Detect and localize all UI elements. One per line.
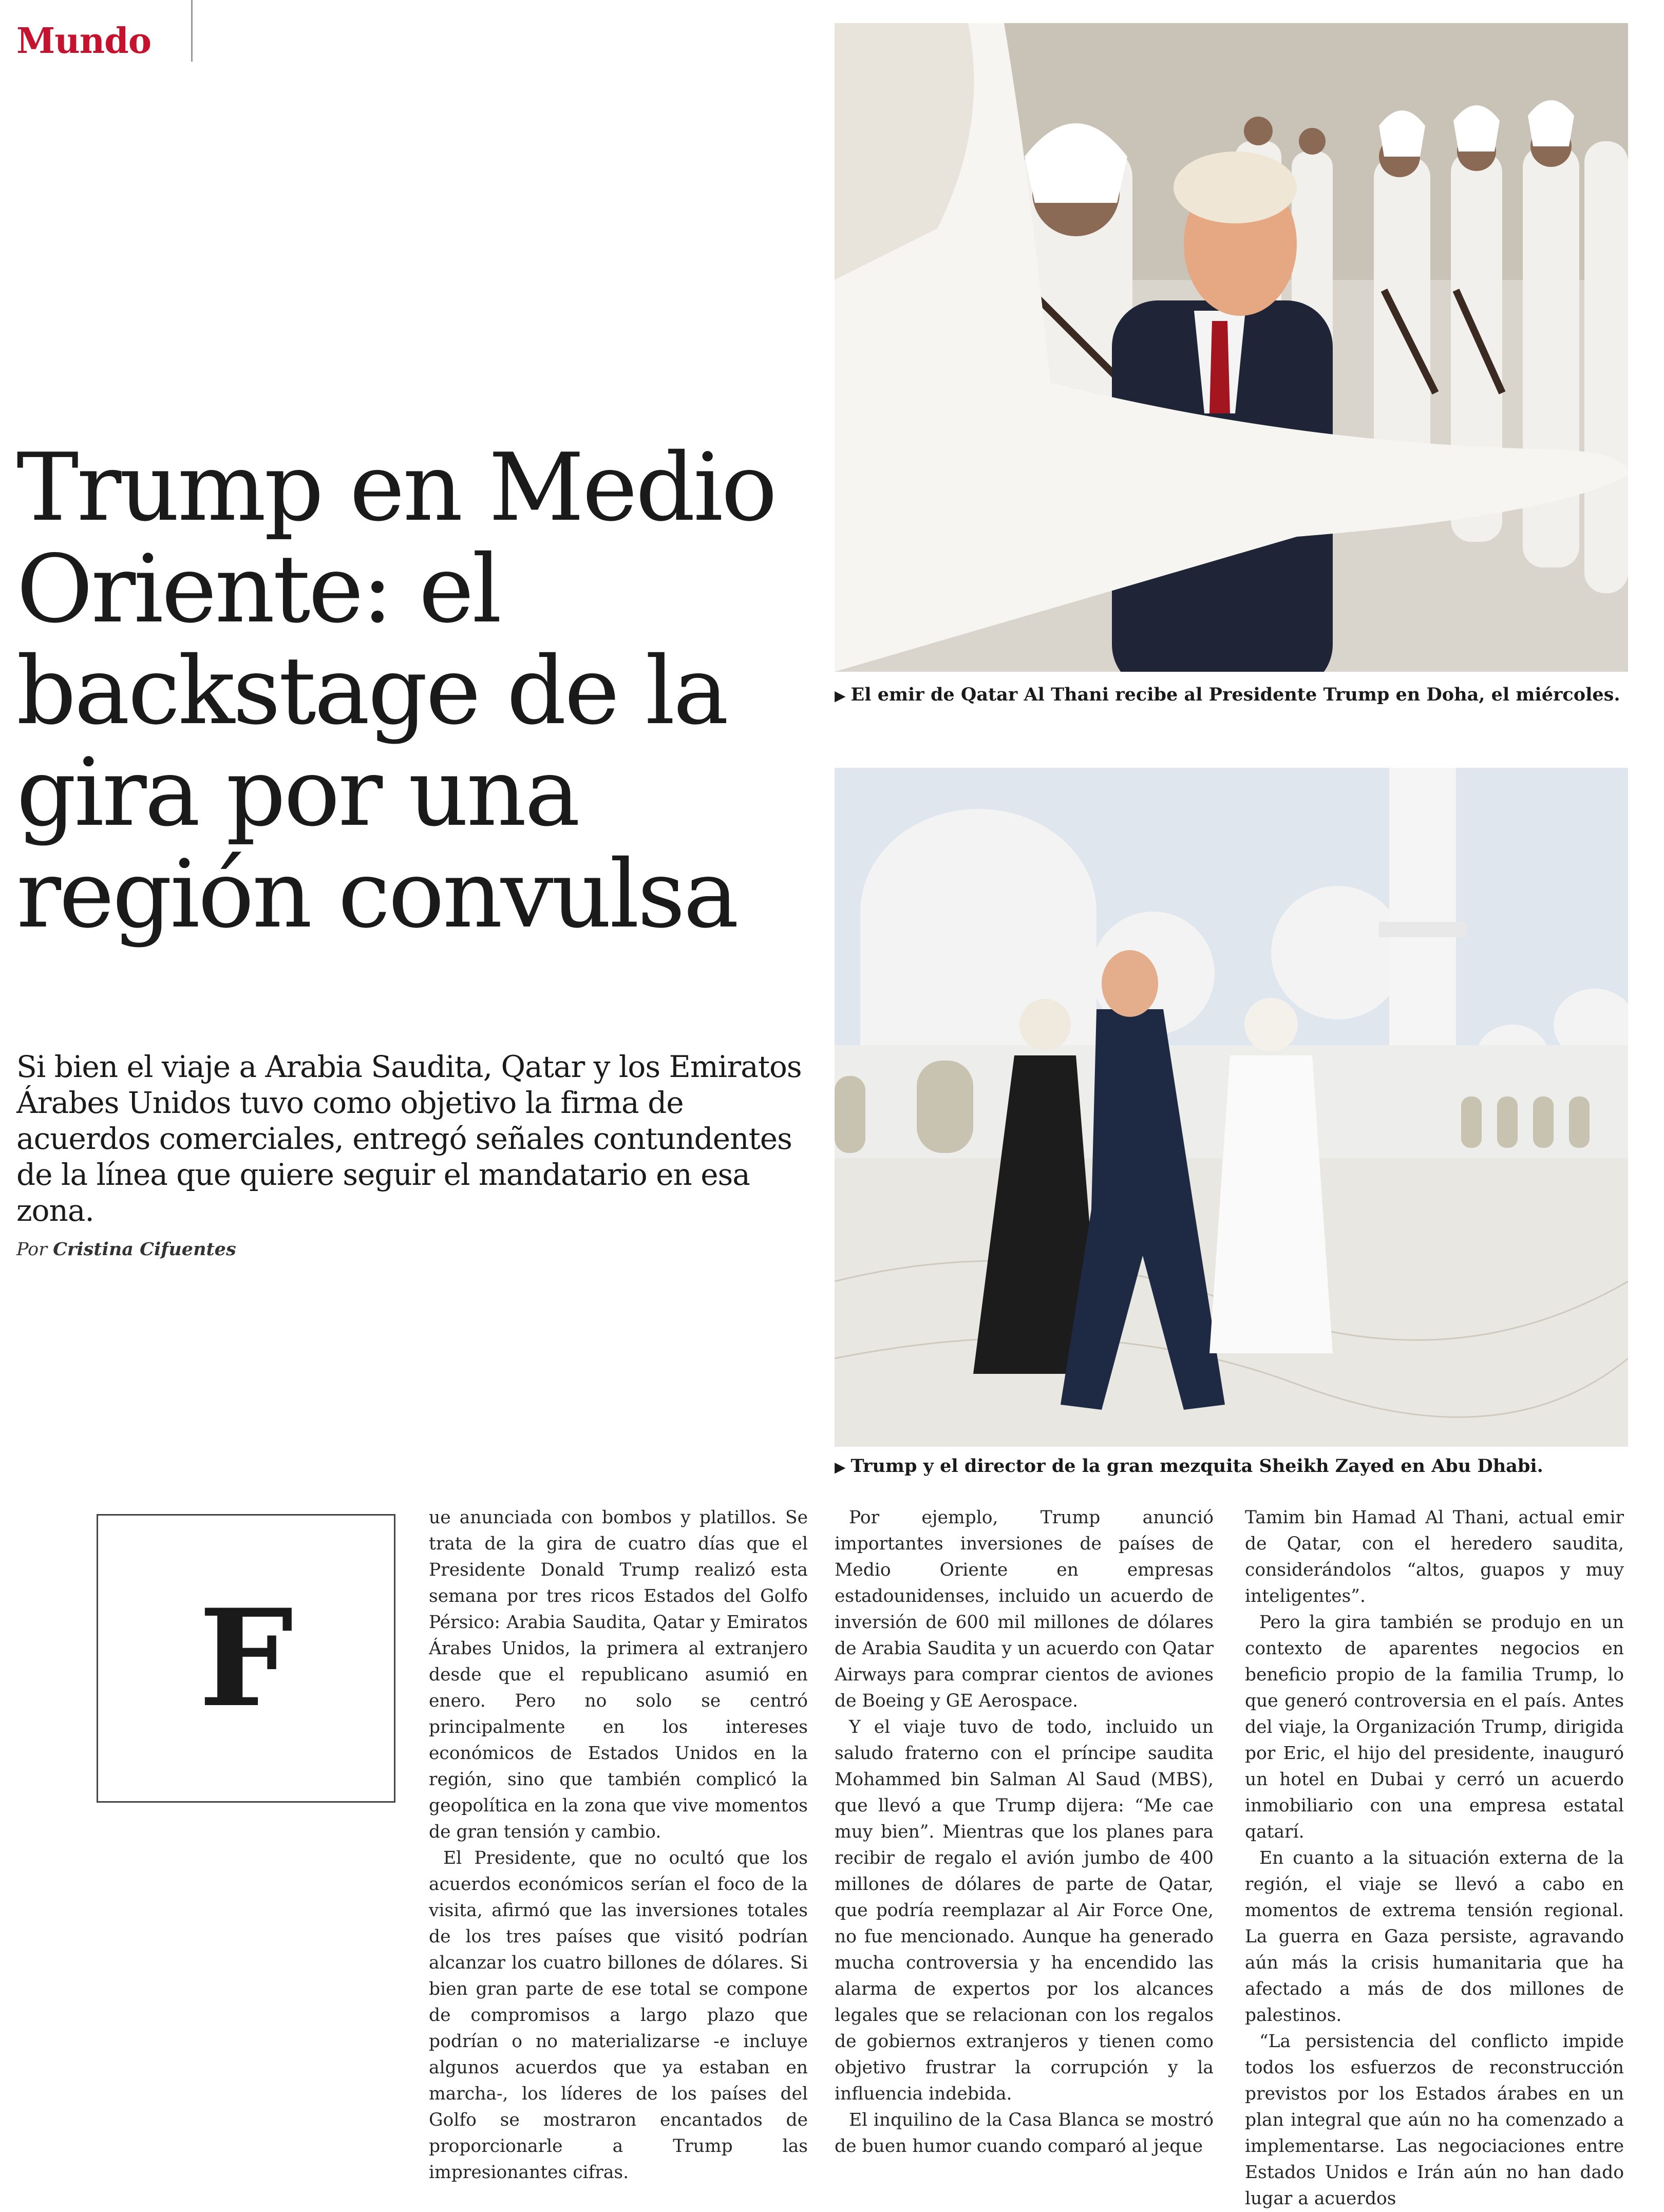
photo-doha-reception [835, 23, 1628, 672]
dropcap-letter: F [198, 1580, 294, 1737]
paragraph: Por ejemplo, Trump anunció importantes inversiones de países de Medio Oriente en empresas estadounidenses, incluido un acuerdo de inversión de 600 mil millones de dólares de Arabia Saudita y un acuerdo con Qatar Airways para comprar cientos de aviones de Boeing y GE Aerospace. [835, 1507, 1214, 1711]
headline: Trump en Medio Oriente: el backstage de la gira por una región convulsa [16, 433, 776, 949]
photo-caption-1 [835, 684, 1628, 705]
paragraph: “La persistencia del conflicto impide todos los esfuerzos de reconstrucción previstos por los Estados árabes en un plan integral que aún no ha comenzado a implementarse. Las negociaciones entre Estados Unidos e Irán aún no han dado lugar a acuerdos [1245, 2031, 1624, 2209]
paragraph: ue anunciada con bombos y platillos. Se trata de la gira de cuatro días que el Presidente Donald Trump realizó esta semana por tres ricos Estados del Golfo Pérsico: Arabia Saudita, Qatar y Emiratos Árabes Unidos, la primera al extranjero desde que el republicano asumió en enero. Pero no solo se centró principalmente en los intereses económicos de Estados Unidos en la región, sino que también complicó la geopolítica en la zona que vive momentos de gran tensión y cambio. [429, 1507, 808, 1842]
paragraph: En cuanto a la situación externa de la región, el viaje se llevó a cabo en momentos de extrema tensión regional. La guerra en Gaza persiste, agravando aún más la crisis humanitaria que ha afectado a más de dos millones de palestinos. [1245, 1848, 1624, 2026]
caption-marker-icon: ▶ [835, 687, 846, 704]
photo-sheikh-zayed-mosque [835, 768, 1628, 1447]
byline-prefix: Por [16, 1239, 47, 1260]
lede: Si bien el viaje a Arabia Saudita, Qatar y los Emiratos Árabes Unidos tuvo como objetivo la firma de acuerdos comerciales, entregó señales contundentes de la línea que quiere seguir el mandatario en esa zona. [16, 1049, 802, 1228]
caption-text: El emir de Qatar Al Thani recibe al Presidente Trump en Doha, el miércoles. [850, 684, 1620, 705]
paragraph: Tamim bin Hamad Al Thani, actual emir de Qatar, con el heredero saudita, considerándolos “altos, guapos y muy inteligentes”. [1245, 1507, 1624, 1606]
paragraph: Pero la gira también se produjo en un contexto de aparentes negocios en beneficio propio de la familia Trump, lo que generó controversia en el país. Antes del viaje, la Organización Trump, dirigida por Eric, el hijo del presidente, inauguró un hotel en Dubai y cerró un acuerdo inmobiliario con una empresa estatal qatarí. [1245, 1612, 1624, 1842]
dropcap-box [97, 1514, 395, 1803]
article-column-2 [835, 1505, 1214, 2160]
paragraph: Y el viaje tuvo de todo, incluido un saludo fraterno con el príncipe saudita Mohammed bin Salman Al Saud (MBS), que llevó a que Trump dijera: “Me cae muy bien”. Mientras que los planes para recibir de regalo el avión jumbo de 400 millones de dólares de parte de Qatar, que podría reemplazar al Air Force One, no fue mencionado. Aunque ha generado mucha controversia y ha encendido las alarma de expertos por los alcances legales que se relacionan con los regalos de gobiernos extranjeros y tienen como objetivo frustrar la corrupción y la influencia indebida. [835, 1717, 1214, 2104]
article-column-3 [1245, 1505, 1624, 2212]
section-label: Mundo [16, 21, 152, 62]
byline [16, 1239, 236, 1260]
caption-marker-icon: ▶ [835, 1459, 846, 1476]
section-divider [191, 0, 193, 62]
caption-text: Trump y el director de la gran mezquita Sheikh Zayed en Abu Dhabi. [850, 1455, 1543, 1477]
byline-author: Cristina Cifuentes [53, 1239, 236, 1260]
paragraph: El inquilino de la Casa Blanca se mostró de buen humor cuando comparó al jeque [835, 2110, 1214, 2157]
article-column-1 [429, 1505, 808, 2186]
photo-caption-2 [835, 1455, 1628, 1477]
paragraph: El Presidente, que no ocultó que los acuerdos económicos serían el foco de la visita, afirmó que las inversiones totales de los tres países que visitó podrían alcanzar los cuatro billones de dólares. Si bien gran parte de ese total se compone de compromisos a largo plazo que podrían o no materializarse -e incluye algunos acuerdos que ya estaban en marcha-, los líderes de los países del Golfo se mostraron encantados de proporcionarle a Trump las impresionantes cifras. [429, 1848, 808, 2183]
